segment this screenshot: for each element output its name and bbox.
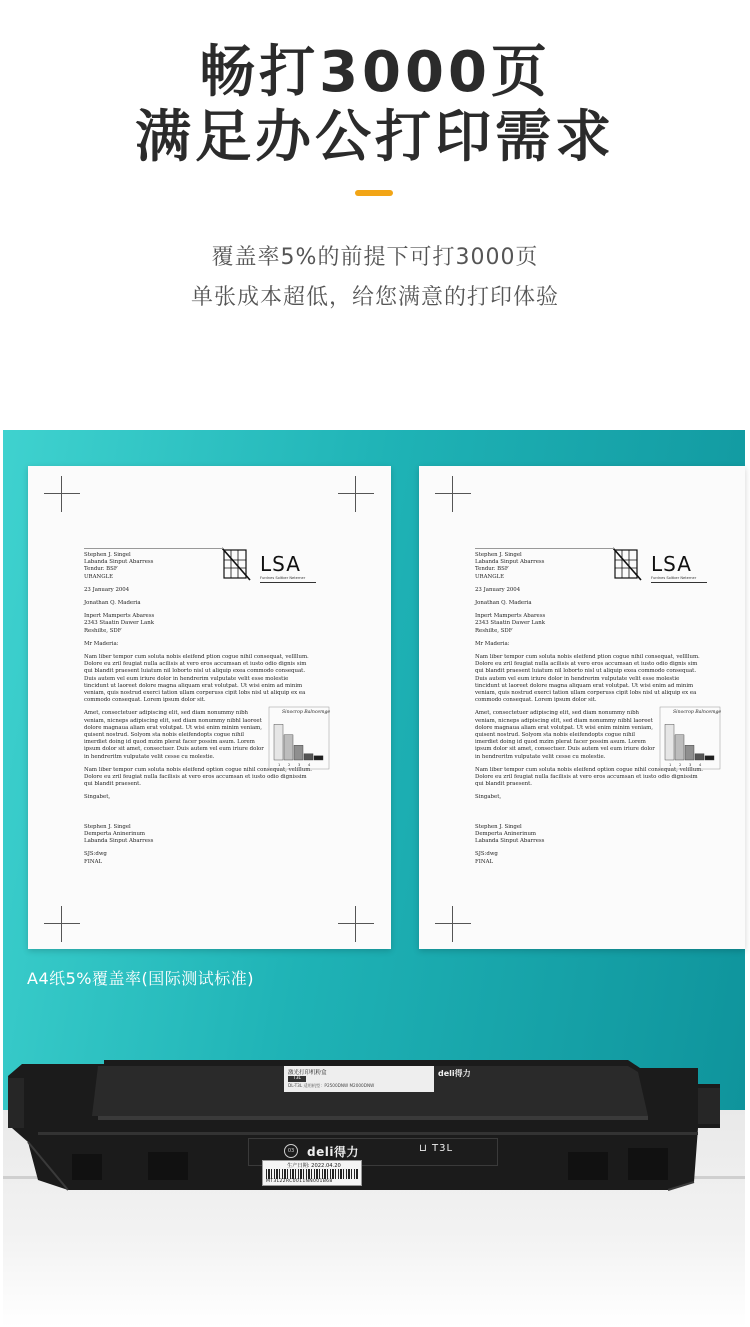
letter-date: 23 January 2004 bbox=[84, 586, 130, 593]
letter-paragraph: Nam liber tempor cum soluta nobis eleifend option cogue nihil consequat, velillum. Dolore eu zril feugiat nulla facilisis at vero eros accumsan et iusto odio dignissim qui blandit praesent. bbox=[84, 766, 313, 788]
sender-block: Stephen J. Singel Labanda Sinput Abarress Tendur. BSF URANGLE bbox=[84, 548, 224, 581]
barcode-number: MT3L22RC0011NN001B68 bbox=[266, 1179, 333, 1184]
crop-mark-icon bbox=[435, 906, 471, 942]
recipient-address: Inpert Mamperts Abaress 2343 Staatin Dawer Lank Reshilte, SDF bbox=[475, 613, 546, 634]
chart-bar bbox=[685, 745, 694, 760]
logo-tagline: Furdnes Soltber Neterner bbox=[260, 576, 306, 580]
headline-line-2: 满足办公打印需求 bbox=[135, 105, 615, 170]
crop-mark-icon bbox=[435, 476, 471, 512]
letter-paragraph: Nam liber tempor cum soluta nobis eleifend option cogue nihil consequat, velillum. Dolore eu zril feugiat nulla facilisis at vero eros accumsan et iusto odio dignissim qui blandit praesent. bbox=[475, 766, 704, 788]
strip-brand: deli得力 bbox=[307, 1145, 359, 1159]
recipient-name: Jonathan Q. Maderia bbox=[84, 600, 141, 607]
sample-page-right bbox=[419, 466, 745, 949]
chart-tick-label: 1 bbox=[278, 763, 281, 767]
cartridge-top-label bbox=[284, 1066, 434, 1092]
logo-wordmark: LSA bbox=[260, 552, 301, 576]
chart-tick-label: 3 bbox=[689, 763, 692, 767]
headline-line-1: 畅打3000页 bbox=[199, 40, 551, 105]
chart-bar bbox=[314, 756, 323, 760]
accent-divider bbox=[355, 190, 393, 196]
letter-closing: Singabet, bbox=[475, 794, 502, 801]
chart-tick-label: 2 bbox=[288, 763, 291, 767]
coverage-caption: A4纸5%覆盖率(国际测试标准) bbox=[27, 969, 254, 988]
crop-mark-icon bbox=[338, 476, 374, 512]
chart-bar bbox=[274, 724, 283, 760]
chart-bar bbox=[695, 754, 704, 760]
top-brand-mark: deli得力 bbox=[438, 1069, 471, 1078]
crop-mark-icon bbox=[44, 906, 80, 942]
barcode-label bbox=[262, 1160, 362, 1186]
chart-bar bbox=[665, 724, 674, 760]
letter-paragraph: Amet, consectetuer adipiscing elit, sed diam nonummy nibh veniam, nicneps adipiscing elit, sed diam nonummy nibhl laoreet dolore magnaua aliam erat volutpat. Ut wisi enim minim veniam, quisent nostrud. Solyom sta nobis eleifendopts cogue nihil imerdiet doing id quod mzim plerat facer possim asum. Lorem ipsum dolor sit amet, consectuer. Duis autem vel eum iriure dolor in hendreritm vulputate velit cesse cu molestie. bbox=[84, 710, 264, 760]
chart-tick-label: 4 bbox=[699, 763, 702, 767]
letter-paragraph: Amet, consectetuer adipiscing elit, sed diam nonummy nibh veniam, nicneps adipiscing elit, sed diam nonummy nibhl laoreet dolore magnaua aliam erat volutpat. Ut wisi enim minim veniam, quisent nostrud. Solyom sta nobis eleifendopts cogue nihil imerdiet doing id quod mzim plerat facer possim asum. Lorem ipsum dolor sit amet, consectuer. Duis autem vel eum iriure dolor in hendreritm vulputate velit cesse cu molestie. bbox=[475, 710, 655, 760]
mini-bar-chart-svg bbox=[659, 706, 721, 770]
letter-footer: SJS:dwg FINAL bbox=[475, 851, 498, 865]
crop-mark-icon bbox=[44, 476, 80, 512]
top-label-model-chip: T3L bbox=[288, 1076, 306, 1082]
strip-model: ⊔ T3L bbox=[419, 1143, 454, 1154]
signature-block: Stephen J. Singel Demperta Aninerinum Labanda Sinput Abarress bbox=[84, 823, 154, 845]
chart-tick-label: 3 bbox=[298, 763, 301, 767]
top-label-detail: DL-T3L 适用机型：P2500DNW M2000DNW bbox=[288, 1083, 375, 1088]
chart-bar bbox=[705, 756, 714, 760]
salutation: Mr Maderia: bbox=[84, 640, 119, 647]
recipient-address: Inpert Mamperts Abaress 2343 Staatin Dawer Lank Reshilte, SDF bbox=[84, 613, 155, 634]
subtitle-line-1: 覆盖率5%的前提下可打3000页 bbox=[211, 245, 539, 270]
production-date: 生产日期: 2022.04.20 bbox=[287, 1163, 341, 1169]
mini-bar-chart-svg bbox=[268, 706, 330, 770]
chart-bar bbox=[294, 745, 303, 760]
chart-tick-label: 2 bbox=[679, 763, 682, 767]
chart-tick-label: 4 bbox=[308, 763, 311, 767]
letter-paragraph: Nam liber tempor cum soluta nobis eleifend ption cogue nihil consequat, vellllum. Dolore eu zril feugiat nulla acilisis at vero eros accumsan et iusto odio dignis sim qui blandit praesent luiatum nil loborto nisl ut aliquip exea commodo consequat. Duis autem vel eum iriure dolor in hendrerim vulputate velit esse molestie tincidunt ut laoreet dolore magna aliquam erat volutpat. Ut wisi enim ad minim veniam, quis nostrud exerci tation ullam corperuss cipit lobs nisl ut aliquip ex ea commodo consequat. Lorem ipsum dolor sit. bbox=[84, 654, 309, 704]
mini-bar-chart bbox=[659, 706, 721, 770]
logo-wordmark: LSA bbox=[651, 552, 692, 576]
top-label-title: 激光打印机粉盒 bbox=[288, 1070, 327, 1076]
sample-page-left bbox=[28, 466, 391, 949]
salutation: Mr Maderia: bbox=[475, 640, 510, 647]
chart-bar bbox=[304, 754, 313, 760]
subtitle-line-2: 单张成本超低，给您满意的打印体验 bbox=[190, 285, 559, 310]
chart-title: Sinocrop Balncemge bbox=[673, 710, 722, 715]
chart-title: Sinocrop Balncemge bbox=[282, 710, 331, 715]
chart-bar bbox=[284, 735, 293, 760]
chart-bar bbox=[675, 735, 684, 760]
mini-bar-chart bbox=[268, 706, 330, 770]
hero-section bbox=[0, 0, 750, 430]
logo-tagline: Furdnes Soltber Neterner bbox=[651, 576, 697, 580]
signature-block: Stephen J. Singel Demperta Aninerinum Labanda Sinput Abarress bbox=[475, 823, 545, 845]
recipient-name: Jonathan Q. Maderia bbox=[475, 600, 532, 607]
letter-footer: SJS:dwg FINAL bbox=[84, 851, 107, 865]
letter-paragraph: Nam liber tempor cum soluta nobis eleifend ption cogue nihil consequat, vellllum. Dolore eu zril feugiat nulla acilisis at vero eros accumsan et iusto odio dignis sim qui blandit praesent luiatum nil loborto nisl ut aliquip exea commodo consequat. Duis autem vel eum iriure dolor in hendrerim vulputate velit esse molestie tincidunt ut laoreet dolore magna aliquam erat volutpat. Ut wisi enim ad minim veniam, quis nostrud exerci tation ullam corperuss cipit lobs nisl ut aliquip ex ea commodo consequat. Lorem ipsum dolor sit. bbox=[475, 654, 700, 704]
chart-tick-label: 1 bbox=[669, 763, 672, 767]
barcode-icon bbox=[266, 1169, 358, 1179]
sender-block: Stephen J. Singel Labanda Sinput Abarress Tendur. BSF URANGLE bbox=[475, 548, 615, 581]
recycle-mark-icon: 03 bbox=[284, 1144, 298, 1158]
crop-mark-icon bbox=[338, 906, 374, 942]
letter-date: 23 January 2004 bbox=[475, 586, 521, 593]
letter-closing: Singabet, bbox=[84, 794, 111, 801]
